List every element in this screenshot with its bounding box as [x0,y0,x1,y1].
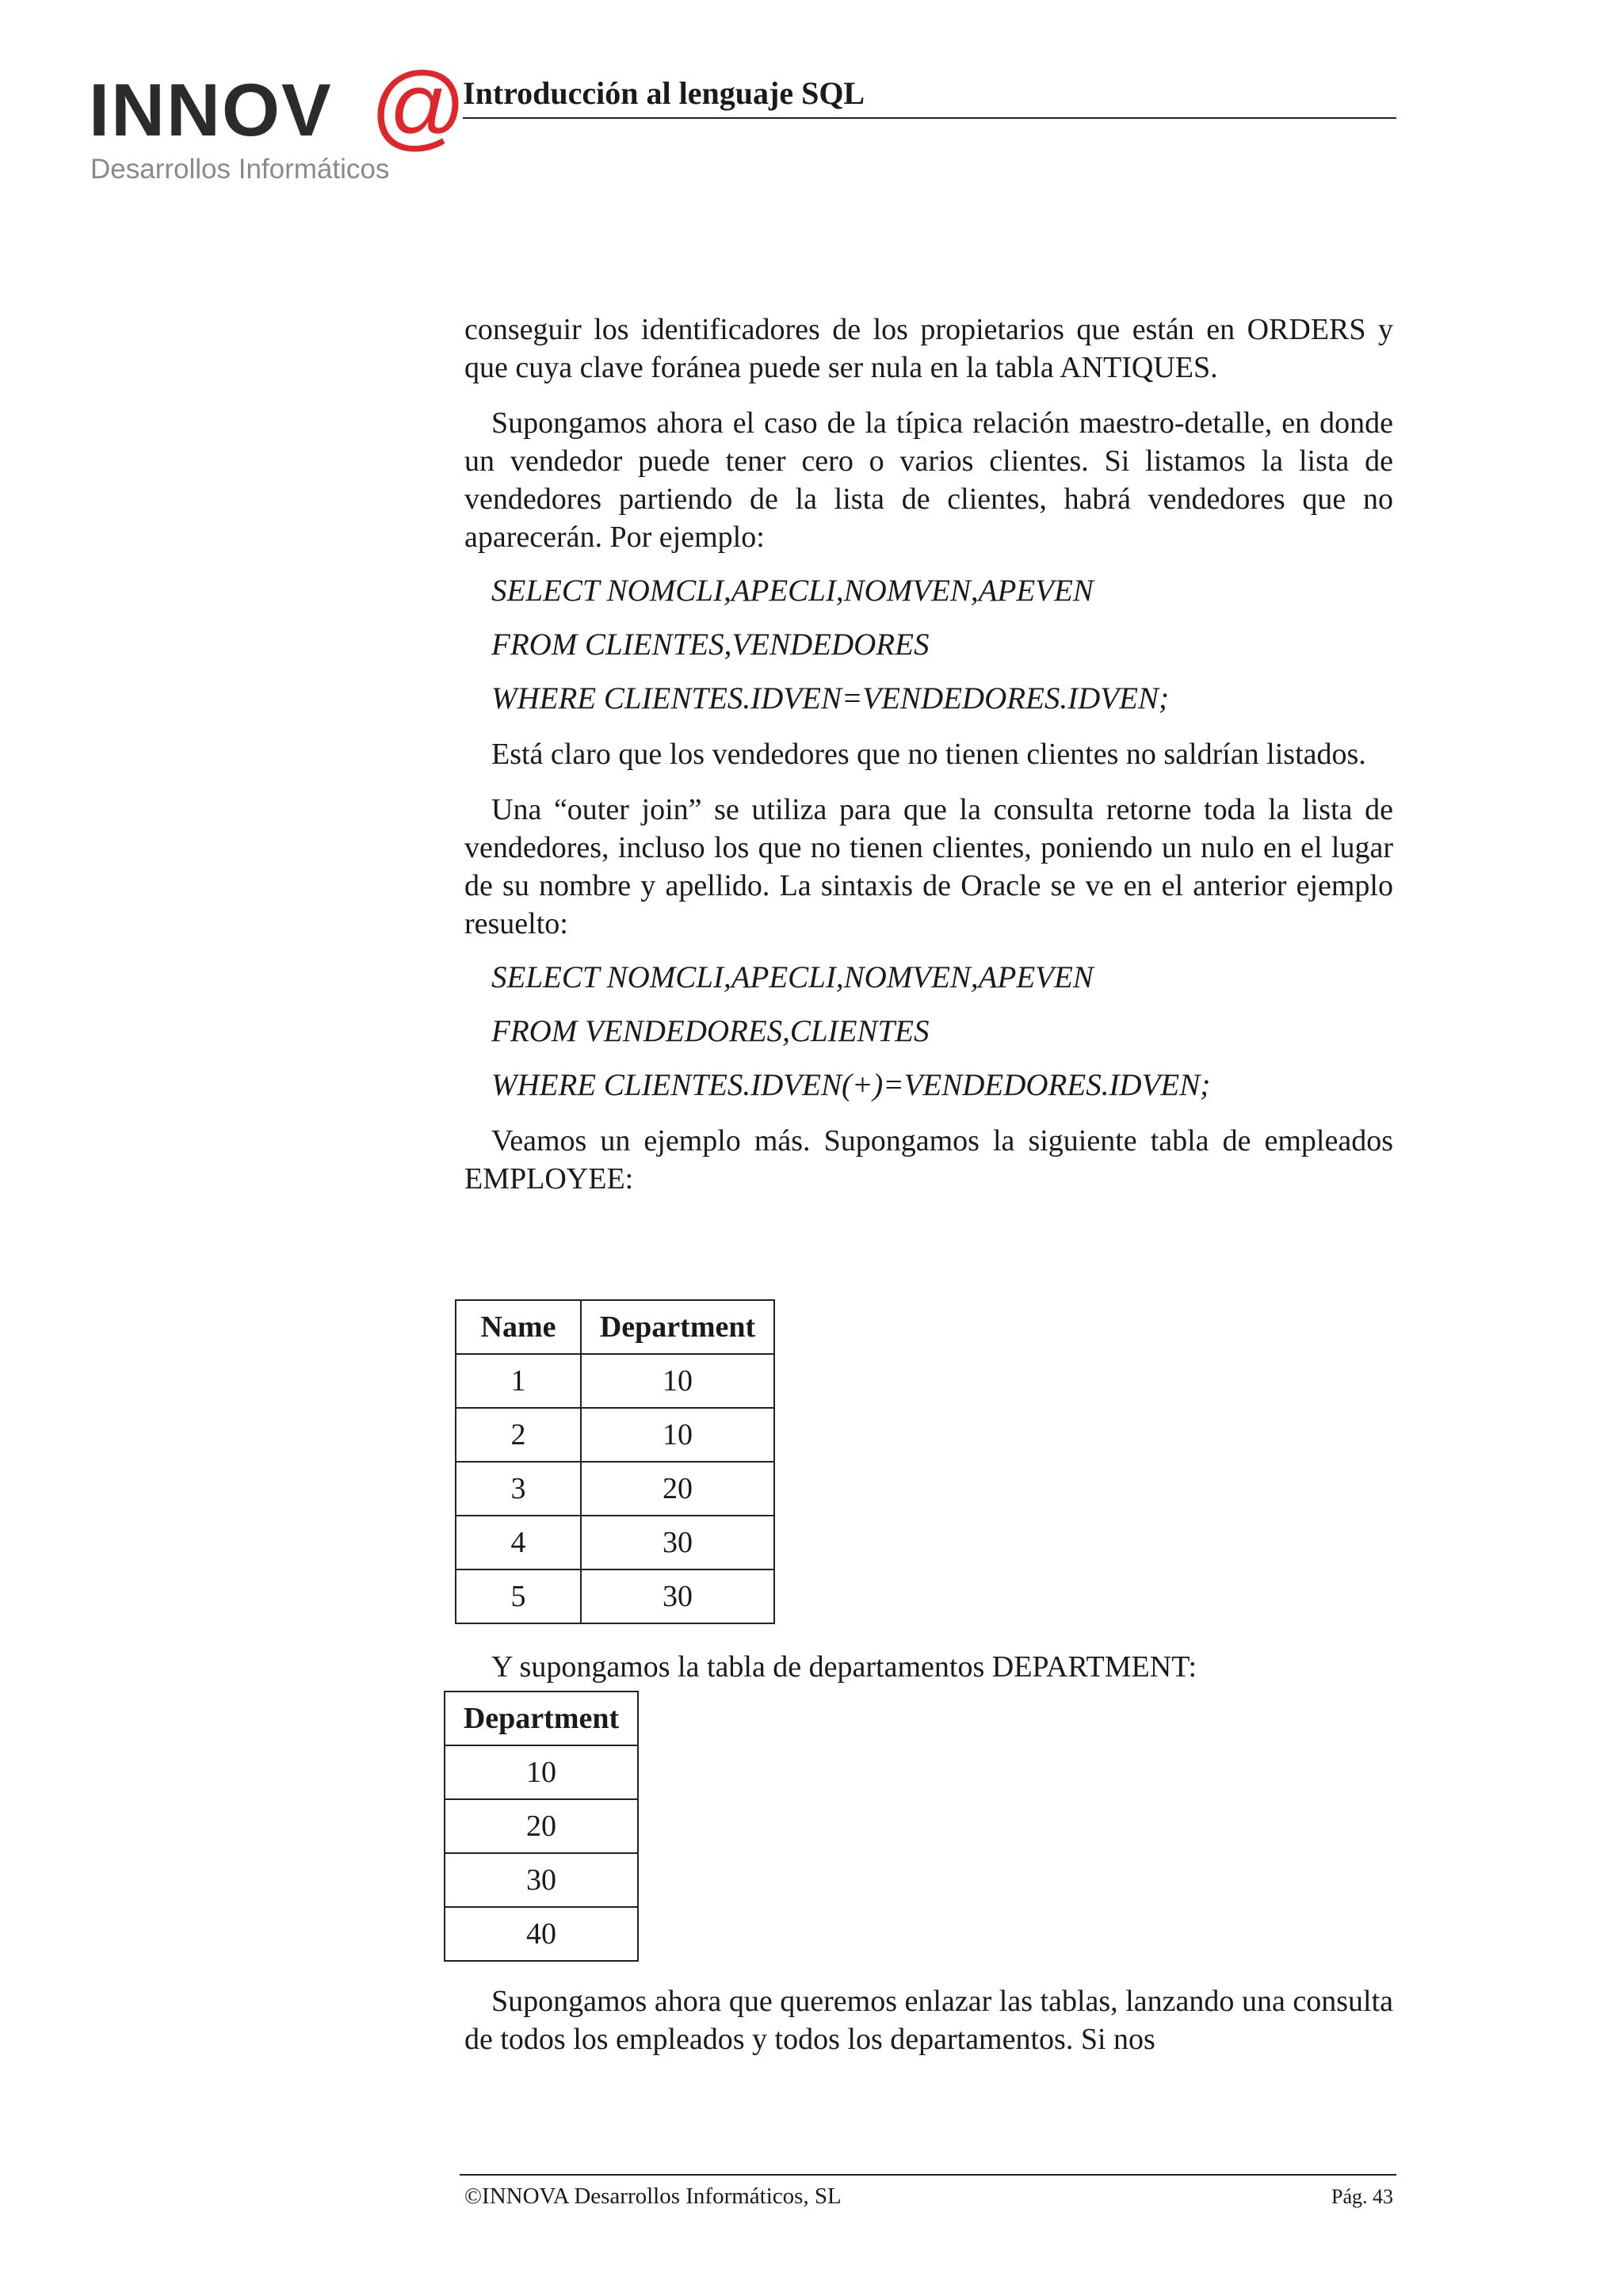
table-cell: 2 [456,1408,581,1462]
table-cell: 1 [456,1354,581,1408]
table-cell: 40 [445,1907,638,1961]
header-divider [463,117,1396,119]
table-header-row [445,1691,638,1745]
paragraph-6: Y supongamos la tabla de departamentos DEPARTMENT: [491,1650,1197,1684]
table-cell: 30 [581,1569,774,1623]
paragraph-5: Veamos un ejemplo más. Supongamos la siguiente tabla de empleados EMPLOYEE: [464,1124,1393,1196]
sql-code-line: SELECT NOMCLI,APECLI,NOMVEN,APEVEN [491,574,1094,608]
company-logo [89,53,467,192]
table-cell: 3 [456,1462,581,1516]
paragraph-4: Una “outer join” se utiliza para que la consulta retorne toda la lista de vendedores, incluso los que no tienen clientes, poniendo un nulo en el lugar de su nombre y apellido. La sintaxis de Oracle se ve en el anterior ejemplo resuelto: [464,793,1393,940]
logo-subtitle: Desarrollos Informáticos [90,154,390,185]
paragraph-2: Supongamos ahora el caso de la típica relación maestro-detalle, en donde un vendedor puede tener cero o varios clientes. Si listamos la lista de vendedores partiendo de la lista de clientes, habrá vendedores que no aparecerán. Por ejemplo: [464,406,1393,554]
table-cell: 5 [456,1569,581,1623]
table-header-row [456,1300,774,1354]
column-header: Department [581,1300,774,1354]
table-cell: 30 [581,1516,774,1569]
paragraph-3: Está claro que los vendedores que no tienen clientes no saldrían listados. [491,738,1366,771]
footer-copyright: ©INNOVA Desarrollos Informáticos, SL [464,2183,842,2209]
table-cell: 4 [456,1516,581,1569]
logo-wordmark: INNOV [89,68,333,151]
table-row [445,1799,638,1853]
table-cell: 10 [581,1354,774,1408]
table-row [456,1354,774,1408]
department-table [444,1691,639,1962]
table-row [445,1907,638,1961]
sql-code-line: FROM CLIENTES,VENDEDORES [491,627,930,662]
page-number: Pág. 43 [1331,2185,1393,2208]
table-cell: 30 [445,1853,638,1907]
table-cell: 20 [581,1462,774,1516]
table-cell: 20 [445,1799,638,1853]
sql-code-line: WHERE CLIENTES.IDVEN=VENDEDORES.IDVEN; [491,681,1169,715]
sql-code-line: FROM VENDEDORES,CLIENTES [491,1014,930,1048]
table-row [456,1408,774,1462]
table-row [456,1516,774,1569]
table-row [445,1853,638,1907]
column-header: Name [456,1300,581,1354]
document-title: Introducción al lenguaje SQL [463,75,865,111]
table-cell: 10 [445,1745,638,1799]
sql-code-line: WHERE CLIENTES.IDVEN(+)=VENDEDORES.IDVEN; [491,1068,1211,1102]
paragraph-1: conseguir los identificadores de los propietarios que están en ORDERS y que cuya clave foránea puede ser nula en la tabla ANTIQUES. [464,313,1393,384]
body-text [464,311,1393,1198]
table-row [456,1569,774,1623]
table-row [445,1745,638,1799]
table-cell: 10 [581,1408,774,1462]
footer-divider [460,2174,1396,2176]
table-row [456,1462,774,1516]
paragraph-7: Supongamos ahora que queremos enlazar las tablas, lanzando una consulta de todos los empleados y todos los departamentos. Si nos [464,1985,1393,2056]
employee-table [455,1299,775,1624]
sql-code-line: SELECT NOMCLI,APECLI,NOMVEN,APEVEN [491,960,1094,994]
logo-at-sign: @ [370,53,467,159]
column-header: Department [445,1691,638,1745]
